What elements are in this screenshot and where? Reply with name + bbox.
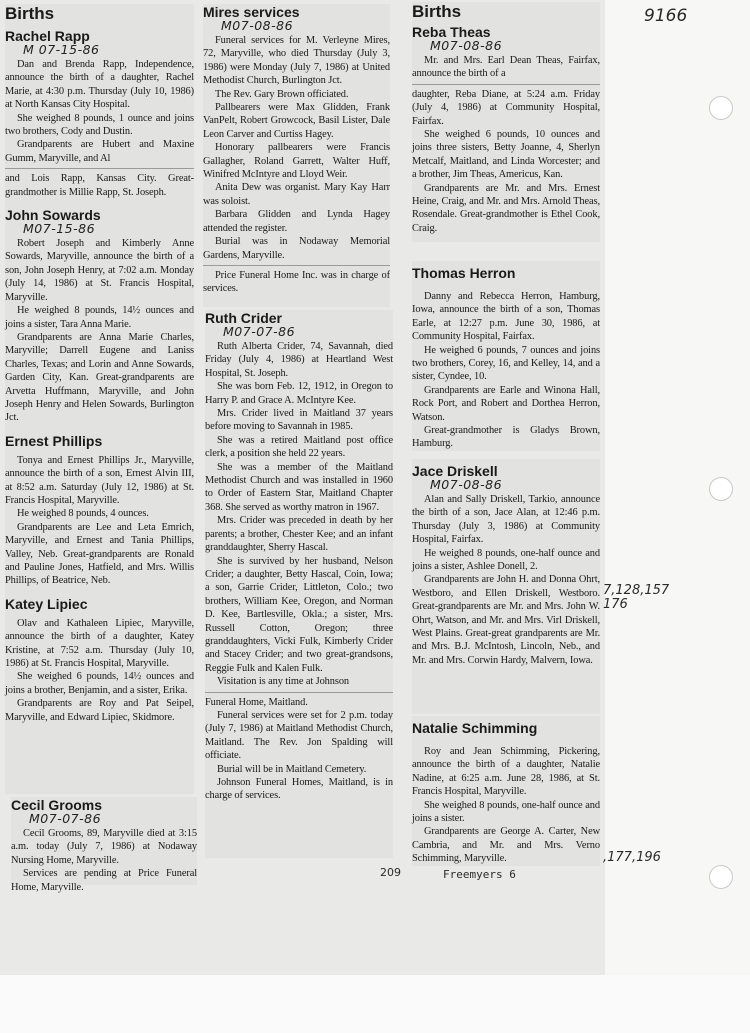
paragraph: Alan and Sally Driskell, Tarkio, announce the birth of a son, Jace Alan, at 12:46 p.m. Thursday (July 3, 1986) at Community Hospital, Fairfax.	[412, 494, 600, 546]
paragraph: Mrs. Crider was preceded in death by her parents; a brother, Chester Kee; and an infant granddaughter, Sherry Hascal.	[205, 515, 393, 554]
announcement-name: Mires services	[203, 4, 300, 20]
paragraph: Grandparents are Mr. and Mrs. Ernest Heine, Craig, and Mr. and Mrs. Arnold Theas, Rosendale. Great-grandmother is Ethel Cook, Craig.	[412, 182, 600, 234]
paragraph: Roy and Jean Schimming, Pickering, announce the birth of a daughter, Natalie Nadine, at 6:25 a.m. June 28, 1986, at St. Francis Hospital, Maryville.	[412, 746, 600, 798]
births-header: Births	[412, 2, 462, 21]
paragraph: She weighed 6 pounds, 10 ounces and joins three sisters, Betty Joanne, 4, Sherlyn Metcalf, Maitland, and Linda Worcester; and a brother, Jim Theas, Americus, Kan.	[412, 129, 600, 181]
paragraph: Dan and Brenda Rapp, Independence, announce the birth of a daughter, Rachel Marie, at 4:30 p.m. Thursday (July 10, 1986) at North Kansas City Hospital.	[5, 59, 194, 111]
page-bottom-blank	[0, 975, 750, 1033]
paragraph: Funeral services were set for 2 p.m. today (July 7, 1986) at Maitland Methodist Church, Maitland. The Rev. Jon Spalding will officiate.	[205, 709, 393, 762]
paragraph: Johnson Funeral Homes, Maitland, is in charge of services.	[205, 777, 393, 802]
paragraph: Grandparents are Roy and Pat Seipel, Maryville, and Edward Lipiec, Skidmore.	[5, 698, 194, 723]
paragraph: She was born Feb. 12, 1912, in Oregon to Harry P. and Grace A. McIntyre Kee.	[205, 381, 393, 406]
handwritten-date: M07-15-86	[23, 221, 96, 237]
birth-natalie-schimming	[412, 716, 600, 866]
margin-numbers-handwritten: 7,128,157 176	[603, 583, 670, 612]
paragraph: Mr. and Mrs. Earl Dean Theas, Fairfax, announce the birth of a	[412, 55, 600, 80]
paragraph: She weighed 8 pounds, one-half ounce and joins a sister.	[412, 799, 600, 825]
announcement-name: Katey Lipiec	[5, 595, 88, 612]
paragraph: Mrs. Crider lived in Maitland 37 years before moving to Savannah in 1985.	[205, 408, 393, 433]
announcement-name: Jace Driskell	[412, 463, 498, 479]
paragraph: She was a retired Maitland post office clerk, a position she held 22 years.	[205, 434, 393, 460]
paragraph: Funeral services for M. Verleyne Mires, 72, Maryville, who died Thursday (July 3, 1986) were Monday (July 7, 1986) at United Methodist Church, Burlington Jct.	[203, 35, 390, 87]
paragraph: He weighed 8 pounds, one-half ounce and joins a sister, Ashlee Donell, 2.	[412, 547, 600, 573]
announcement-name: Reba Theas	[412, 24, 491, 40]
handwritten-date: M 07-15-86	[23, 42, 100, 57]
punch-hole-middle	[709, 477, 733, 501]
paragraph: Tonya and Ernest Phillips Jr., Maryville, announce the birth of a son, Ernest Alvin III, at 8:52 a.m. Saturday (July 12, 1986) at St. Francis Hospital, Maryville.	[5, 454, 194, 506]
paragraph: Robert Joseph and Kimberly Anne Sowards, Maryville, announce the birth of a son, John Joseph Henry, at 7:02 a.m. Monday (July 14, 1986) at St. Francis Hospital, Maryville.	[5, 238, 194, 303]
announcement-name: Rachel Rapp	[5, 28, 90, 44]
paragraph: daughter, Reba Diane, at 5:24 a.m. Friday (July 4, 1986) at Community Hospital, Fairfax.	[412, 88, 600, 127]
births-column-right-top	[412, 2, 600, 242]
paragraph: and Lois Rapp, Kansas City. Great-grandmother is Millie Rapp, St. Joseph.	[5, 173, 194, 198]
paragraph: Great-grandmother is Gladys Brown, Hamburg.	[412, 425, 600, 450]
paragraph: Cecil Grooms, 89, Maryville died at 3:15 a.m. today (July 7, 1986) at Nodaway Nursing Home, Maryville.	[11, 828, 197, 866]
paragraph: Price Funeral Home Inc. was in charge of services.	[203, 269, 390, 295]
bottom-numbers-handwritten: ,177,196	[603, 850, 661, 865]
footer-mark: 209	[380, 866, 401, 879]
handwritten-date: M07-07-86	[223, 324, 296, 339]
paragraph: Burial will be in Maitland Cemetery.	[217, 763, 367, 775]
paragraph: Grandparents are Anna Marie Charles, Maryville; Darrell Eugene and Laniss Charles, Texas; and Lorin and Anne Sowards, Garden City, Kan. Great-grandparents are Arvetta Huffmann, Maryville, and John Joseph Henry and Helen Sowards, Burlington Jct.	[5, 331, 194, 424]
handwritten-date: M07-08-86	[430, 477, 503, 492]
announcement-name: Cecil Grooms	[11, 797, 103, 813]
punch-hole-bottom	[709, 865, 733, 889]
paragraph: The Rev. Gary Brown officiated.	[215, 88, 349, 100]
announcement-name: Ruth Crider	[205, 310, 282, 326]
paragraph: Danny and Rebecca Herron, Hamburg, Iowa, announce the birth of a son, Thomas Earle, at 12:27 p.m. June 30, 1986, at Community Hospital, Fairfax.	[412, 291, 600, 343]
clip-divider	[5, 168, 194, 169]
paragraph: Anita Dew was organist. Mary Kay Harr was soloist.	[203, 182, 390, 207]
punch-hole-top	[709, 96, 733, 120]
handwritten-date: M07-08-86	[221, 18, 294, 33]
paragraph: She was a member of the Maitland Methodist Church and was installed in 1960 to Order of Eastern Star, Maitland Chapter 368. She served as worthy matron in 1967.	[205, 461, 393, 513]
clip-divider	[203, 265, 390, 266]
obituary-cecil-grooms	[11, 797, 197, 893]
birth-rachel-rapp	[5, 28, 194, 199]
birth-ernest-phillips	[5, 433, 194, 588]
paragraph: Visitation is any time at Johnson	[217, 676, 350, 688]
paragraph: Grandparents are Hubert and Maxine Gumm, Maryville, and Al	[5, 139, 194, 164]
paragraph: Olav and Kathaleen Lipiec, Maryville, announce the birth of a daughter, Katey Kristine, at 7:52 a.m. Thursday (July 10, 1986) at St. Francis Hospital, Maryville.	[5, 617, 194, 670]
announcement-name: Natalie Schimming	[412, 720, 538, 736]
birth-katey-lipiec	[5, 596, 194, 724]
announcement-name: Thomas Herron	[412, 265, 516, 281]
birth-jace-driskell	[412, 459, 600, 714]
paragraph: Ruth Alberta Crider, 74, Savannah, died Friday (July 4, 1986) at Heartland West Hospital, St. Joseph.	[205, 341, 393, 379]
births-header: Births	[5, 4, 55, 23]
paragraph: He weighed 6 pounds, 7 ounces and joins two brothers, Corey, 16, and Kelley, 14, and a sister, Cyndee, 10.	[412, 344, 600, 383]
obituary-mires-services	[203, 4, 390, 307]
paragraph: She is survived by her husband, Nelson Crider; a daughter, Betty Hascal, Coin, Iowa; a son, Garrie Crider, Littleton, Colo.; two brothers, William Kee, Oregon, and Norman D. Kee, Bartlesville, Okla.; a sister, Mrs. Russell Cotton, Oregon; three granddaughters, Vicki Fulk, Kimberly Crider and Stacey Crider; and two great-grandsons, Reggie Fulk and Kalen Fulk.	[205, 555, 393, 674]
paragraph: Grandparents are Earle and Winona Hall, Rock Port, and Robert and Dorthea Herron, Watson.	[412, 384, 600, 423]
birth-john-sowards	[5, 207, 194, 425]
paragraph: Barbara Glidden and Lynda Hagey attended the register.	[203, 209, 390, 234]
paragraph: Grandparents are George A. Carter, New Cambria, and Mr. and Mrs. Verno Schimming, Maryville.	[412, 826, 600, 865]
paragraph: Services are pending at Price Funeral Home, Maryville.	[11, 868, 197, 893]
handwritten-date: M07-08-86	[430, 38, 503, 53]
paragraph: Funeral Home, Maitland.	[205, 696, 308, 708]
handwritten-date: M07-07-86	[29, 811, 102, 826]
paragraph: She weighed 6 pounds, 14½ ounces and joins a brother, Benjamin, and a sister, Erika.	[5, 671, 194, 696]
announcement-name: Ernest Phillips	[5, 432, 103, 449]
paragraph: He weighed 8 pounds, 14½ ounces and joins a sister, Tara Anna Marie.	[5, 305, 194, 330]
paragraph: She weighed 8 pounds, 1 ounce and joins two brothers, Cody and Dustin.	[5, 112, 194, 138]
births-column-left	[5, 4, 194, 794]
clip-divider	[412, 84, 600, 85]
paragraph: Grandparents are Lee and Leta Emrich, Maryville, and Ernest and Tania Phillips, Valley, Neb. Great-grandparents are Ronald and Pauline Jones, Hatfield, and Mrs. Willis Phillips, of Beatrice, Neb.	[5, 521, 194, 587]
paragraph: He weighed 8 pounds, 4 ounces.	[17, 508, 149, 520]
obituary-ruth-crider	[205, 310, 393, 858]
paragraph: Burial was in Nodaway Memorial Gardens, Maryville.	[203, 236, 390, 261]
paragraph: Pallbearers were Max Glidden, Frank VanPelt, Robert Growcock, Basil Lister, Dale Leon Carver and Curtiss Hagey.	[203, 102, 390, 140]
clip-divider	[205, 692, 393, 693]
paragraph: Honorary pallbearers were Francis Gallagher, Roland Garrett, Walter Huff, Winifred McIntyre and Lloyd Weir.	[203, 142, 390, 181]
announcement-name: John Sowards	[5, 207, 101, 224]
footer-name: Freemyers 6	[443, 868, 516, 881]
birth-thomas-herron	[412, 261, 600, 451]
paragraph: Grandparents are John H. and Donna Ohrt, Westboro, and Ellen Driskell, Westboro. Great-grandparents are Mr. and Mrs. John W. Ohrt, Watson, and Mr. and Mrs. Virl Driskell, West Plains. Great-great grandparents are Mr. and Mrs. B.J. McIntosh, Lincoln, Neb., and Mr. and Mrs. Corwin Hardy, Malvern, Iowa.	[412, 574, 600, 666]
page-number-handwritten: 9166	[644, 6, 688, 26]
